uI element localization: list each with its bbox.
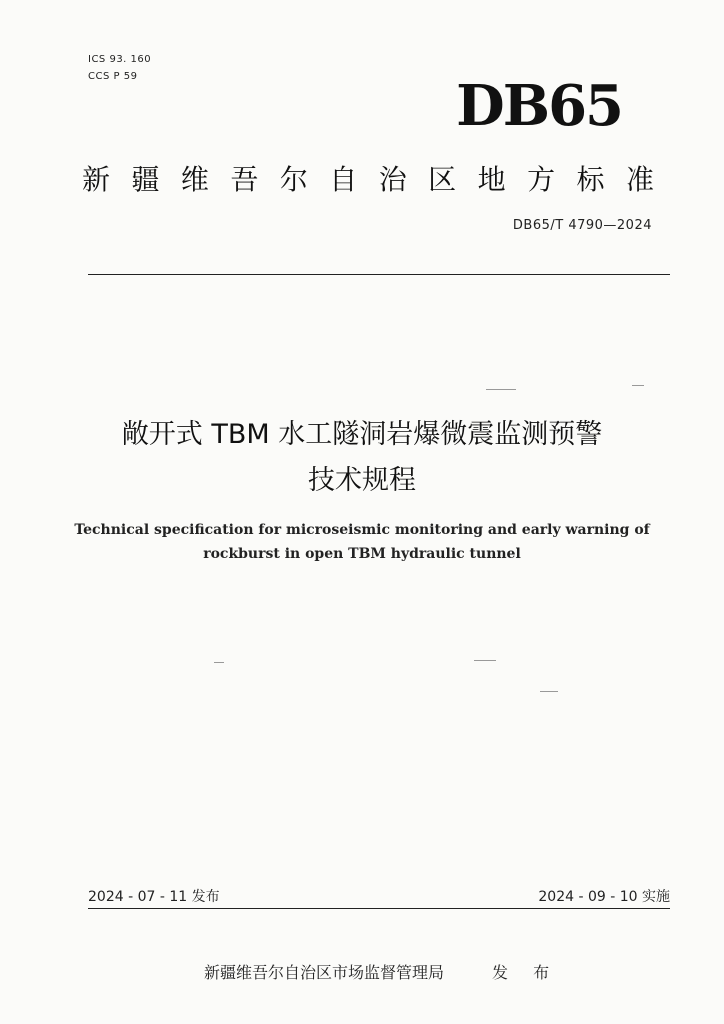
- scan-speck: [474, 660, 496, 661]
- standard-number: DB65/T 4790—2024: [512, 218, 652, 233]
- chinese-title-line-1: 敞开式 TBM 水工隧洞岩爆微震监测预警: [121, 419, 603, 450]
- scan-speck: [214, 662, 224, 663]
- chinese-title: [60, 412, 664, 504]
- publish-label: 发 布: [492, 963, 560, 982]
- implementation-date: 2024 - 09 - 10 实施: [538, 889, 670, 905]
- chinese-title-line-2: 技术规程: [308, 465, 416, 496]
- ccs-code: CCS P 59: [88, 71, 138, 82]
- publisher-name: 新疆维吾尔自治区市场监督管理局: [204, 963, 445, 982]
- issue-date: 2024 - 07 - 11 发布: [88, 889, 220, 905]
- top-divider: [88, 274, 670, 275]
- db65-logo: DB65: [456, 73, 622, 139]
- english-title: [60, 518, 664, 566]
- scan-speck: [540, 691, 558, 692]
- standard-type-heading: 新疆维吾尔自治区地方标准: [82, 163, 668, 196]
- scan-speck: [632, 385, 644, 386]
- english-title-line-2: rockburst in open TBM hydraulic tunnel: [203, 546, 521, 562]
- ics-code: ICS 93. 160: [88, 54, 152, 65]
- english-title-line-1: Technical specification for microseismic monitoring and early warning of: [74, 522, 650, 538]
- scan-speck: [486, 389, 516, 390]
- bottom-divider: [88, 908, 670, 909]
